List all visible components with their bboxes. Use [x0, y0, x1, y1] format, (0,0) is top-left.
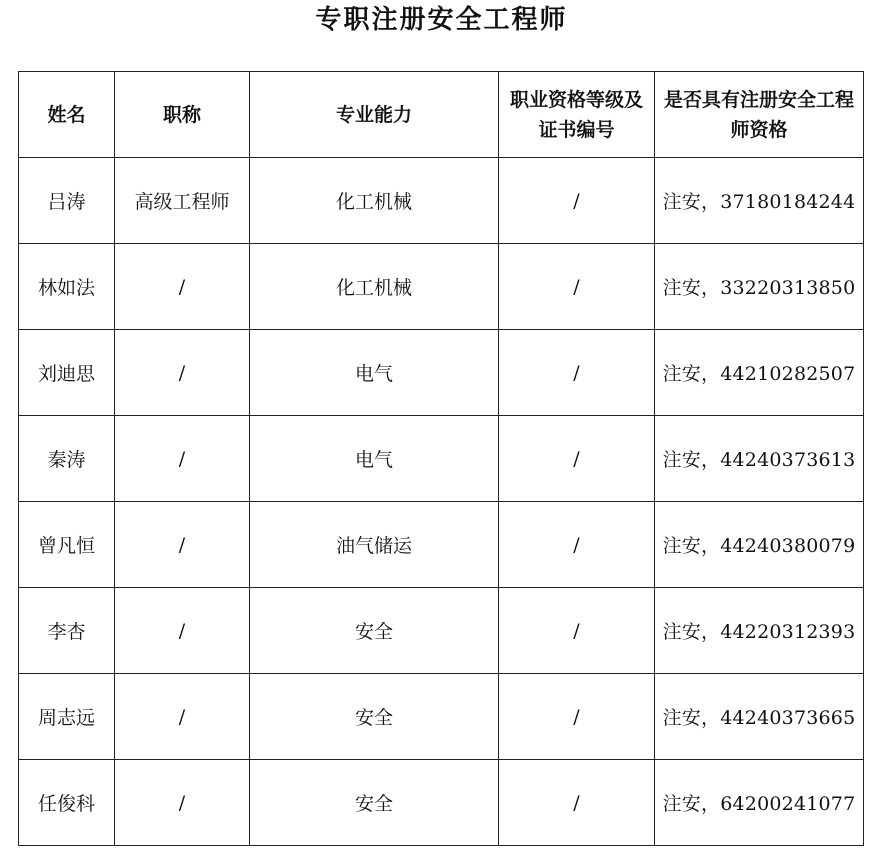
table-row	[19, 588, 864, 674]
cell-qualification-level: /	[499, 330, 655, 416]
page-title: 专职注册安全工程师	[315, 5, 568, 35]
cell-registered: 注安，44240373665	[655, 674, 864, 760]
cell-name: 刘迪思	[19, 330, 115, 416]
cell-job-title: /	[115, 244, 250, 330]
staff-table	[18, 71, 864, 846]
cell-qualification-level: /	[499, 760, 655, 846]
cell-specialty: 油气储运	[250, 502, 499, 588]
header-registered: 是否具有注册安全工程师资格	[655, 72, 864, 158]
cell-job-title: /	[115, 760, 250, 846]
cell-qualification-level: /	[499, 416, 655, 502]
header-qualification-level: 职业资格等级及证书编号	[499, 72, 655, 158]
cell-job-title: 高级工程师	[115, 158, 250, 244]
header-name: 姓名	[19, 72, 115, 158]
cell-registered: 注安，44240380079	[655, 502, 864, 588]
table-row	[19, 760, 864, 846]
cell-name: 林如法	[19, 244, 115, 330]
table-header-row	[19, 72, 864, 158]
table-row	[19, 244, 864, 330]
cell-registered: 注安，33220313850	[655, 244, 864, 330]
table-row	[19, 158, 864, 244]
cell-specialty: 化工机械	[250, 244, 499, 330]
table-row	[19, 674, 864, 760]
cell-job-title: /	[115, 502, 250, 588]
table-row	[19, 416, 864, 502]
cell-job-title: /	[115, 674, 250, 760]
table-body	[19, 158, 864, 846]
cell-name: 秦涛	[19, 416, 115, 502]
cell-registered: 注安，64200241077	[655, 760, 864, 846]
cell-qualification-level: /	[499, 244, 655, 330]
cell-job-title: /	[115, 588, 250, 674]
cell-registered: 注安，37180184244	[655, 158, 864, 244]
cell-specialty: 化工机械	[250, 158, 499, 244]
cell-name: 任俊科	[19, 760, 115, 846]
cell-specialty: 电气	[250, 416, 499, 502]
cell-specialty: 安全	[250, 760, 499, 846]
cell-name: 吕涛	[19, 158, 115, 244]
cell-qualification-level: /	[499, 502, 655, 588]
cell-name: 曾凡恒	[19, 502, 115, 588]
cell-job-title: /	[115, 330, 250, 416]
table-row	[19, 330, 864, 416]
cell-qualification-level: /	[499, 588, 655, 674]
cell-name: 李杏	[19, 588, 115, 674]
cell-qualification-level: /	[499, 158, 655, 244]
header-specialty: 专业能力	[250, 72, 499, 158]
cell-name: 周志远	[19, 674, 115, 760]
cell-specialty: 电气	[250, 330, 499, 416]
cell-specialty: 安全	[250, 674, 499, 760]
table-row	[19, 502, 864, 588]
header-job-title: 职称	[115, 72, 250, 158]
cell-specialty: 安全	[250, 588, 499, 674]
cell-job-title: /	[115, 416, 250, 502]
cell-registered: 注安，44240373613	[655, 416, 864, 502]
cell-registered: 注安，44220312393	[655, 588, 864, 674]
cell-registered: 注安，44210282507	[655, 330, 864, 416]
cell-qualification-level: /	[499, 674, 655, 760]
